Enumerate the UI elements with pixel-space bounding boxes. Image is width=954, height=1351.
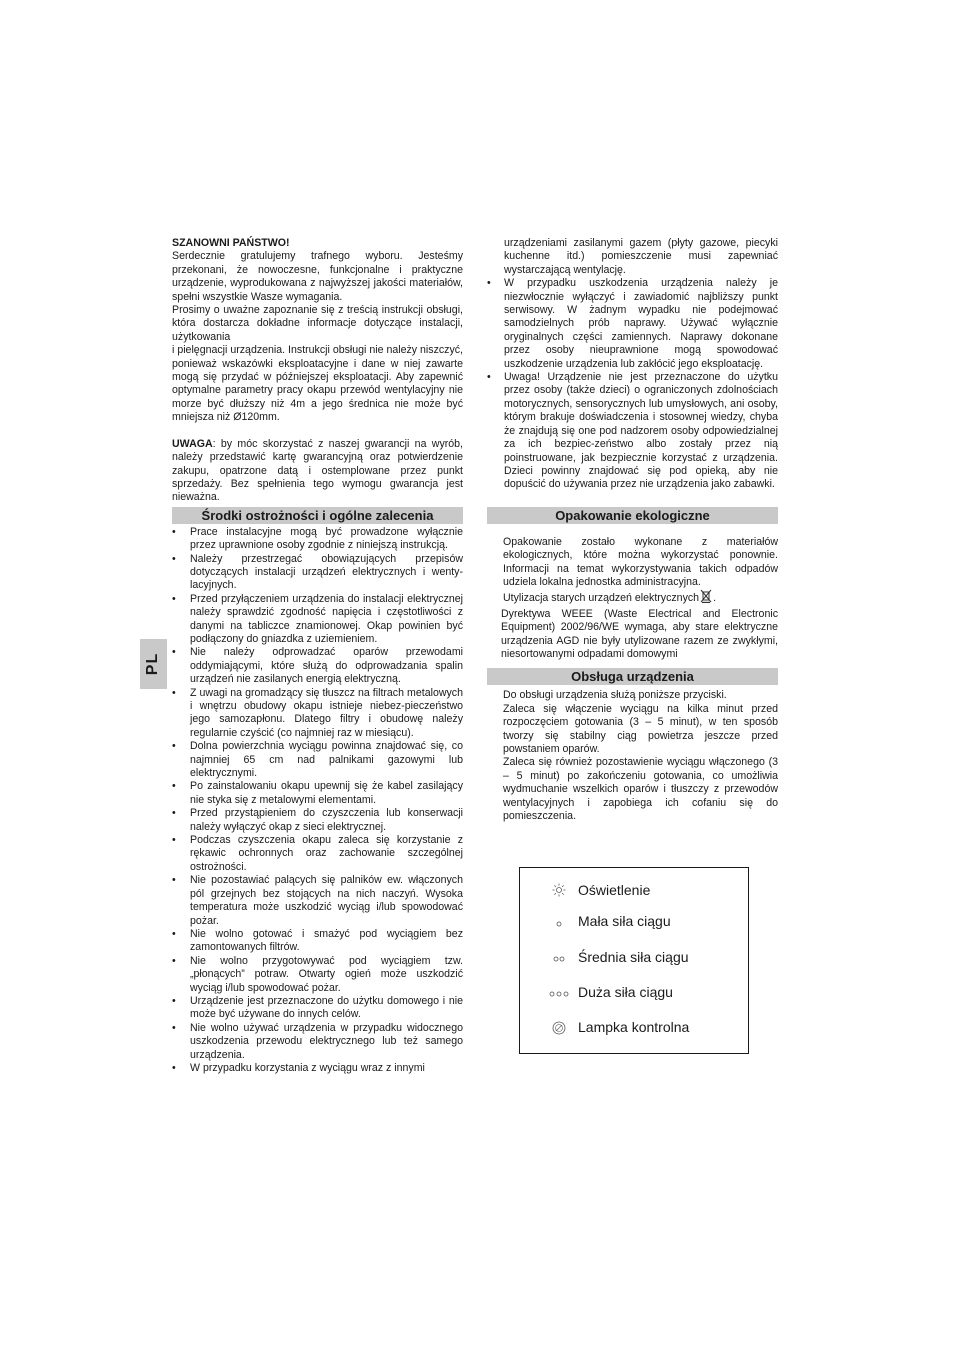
- legend-label: Duża siła ciągu: [578, 984, 673, 1000]
- language-tab: [140, 639, 167, 689]
- speed-2-icon: [546, 950, 572, 964]
- usage-paragraph-2: Zaleca się włączenie wyciągu na kilka minut przed rozpoczęciem gotowania (3 – 5 minut), w ten sposób tworzy się stabilny ciąg powietrza jeszcze przed powstaniem oparów.: [503, 702, 778, 755]
- list-item: • Po zainstalowaniu okapu upewnij się że kabel zasilający nie styka się z metalowymi elementami.: [172, 780, 463, 807]
- intro-paragraph-2: Prosimy o uważne zapoznanie się z treścią instrukcji obsługi, która dostarcza dokładne informacje dotyczące instalacji, użytkowania: [172, 304, 463, 343]
- usage-paragraph-3: Zaleca się również pozostawienie wyciągu włączonego (3 – 5 minut) po zakończeniu gotowania, co umożliwia wydmuchanie wszelkich oparów i tłuszczy z przewodów wentylacyjnych i zapobiega ich cofaniu się do pomieszczenia.: [503, 756, 778, 823]
- intro-paragraph-3: i pielęgnacji urządzenia. Instrukcji obsługi nie należy niszczyć, ponieważ wskazówki eksploatacyjne i dane w niej zawarte mogą się przydać w późniejszej eksploatacji. Aby zapewnić optymalne parametry pracy okapu przewód wentylacyjny nie morze być dłuższy niż 4m a jego średnica nie może być mniejsza niż Ø120mm.: [172, 344, 463, 424]
- intro-paragraph-1: Serdecznie gratulujemy trafnego wyboru. Jesteśmy przekonani, że nowoczesne, funkcjonalne i praktyczne urządzenie, wyprodukowana z najwyższej jakości materiałów, spełni wszystkie Wasze wymagania.: [172, 250, 463, 303]
- safety-list-continued: [487, 277, 778, 492]
- list-item: • Nie pozostawiać palących się palników ew. włączonych pól grzejnych bez stojących na nich naczyń. Wysoka temperatura może uszkodzić wyciąg i/lub spowodować pożar.: [172, 874, 463, 928]
- list-item: • Prace instalacyjne mogą być prowadzone wyłącznie przez uprawnione osoby zgodnie z niniejszą instrukcją.: [172, 526, 463, 553]
- safety-list: [172, 526, 463, 1076]
- speed-3-icon: [546, 985, 572, 999]
- legend-label: Oświetlenie: [578, 882, 651, 898]
- indicator-lamp-icon: [546, 1020, 572, 1034]
- warning-label: UWAGA: [172, 437, 213, 450]
- list-item: • Z uwagi na gromadzący się tłuszcz na filtrach metalowych i wnętrzu obudowy okapu istnieje niebez-pieczeństwo jego samozapłonu. Dlatego filtry i obudowę należy regularnie czyścić (co najmniej raz w miesiącu).: [172, 687, 463, 741]
- list-item: • Dolna powierzchnia wyciągu powinna znajdować się, co najmniej 65 cm nad palnikami gazowymi lub elektrycznymi.: [172, 740, 463, 780]
- eco-disposal-text: Utylizacja starych urządzeń elektrycznych: [503, 592, 700, 605]
- legend-item-light: [520, 880, 748, 900]
- legend-label: Średnia siła ciągu: [578, 949, 689, 965]
- eco-heading: Opakowanie ekologiczne: [487, 507, 778, 524]
- list-item: • Przed przystąpieniem do czyszczenia lub konserwacji należy wyłączyć okap z sieci elektrycznej.: [172, 807, 463, 834]
- list-item: • Nie wolno przygotowywać pod wyciągiem tzw. „płonących” potraw. Otwarty ogień może uszkodzić wyciąg i/lub spowodować pożar.: [172, 955, 463, 995]
- eco-paragraph-3: Dyrektywa WEEE (Waste Electrical and Electronic Equipment) 2002/96/WE wymaga, aby stare elektryczne urządzenia AGD nie były utylizowane razem ze zwykłymi, niesortowanymi odpadami domowymi: [501, 607, 778, 660]
- warning-text: : by móc skorzystać z naszej gwarancji na wyrób, należy przedstawić kartę gwarancyjną oraz potwierdzenie zakupu, opatrzone datą i ostemplowane przez punkt sprzedaży. Bez spełnienia tego wymogu gwarancja jest nieważna.: [172, 437, 463, 504]
- list-item: • Nie należy odprowadzać oparów przewodami oddymiającymi, które służą do odprowadzania spalin urządzeń nie zasilanych energią elektryczną.: [172, 646, 463, 686]
- usage-paragraph-1: Do obsługi urządzenia służą poniższe przyciski.: [503, 689, 727, 702]
- list-item: • Należy przestrzegać obowiązujących przepisów dotyczących instalacji urządzeń elektrycznych i wenty-lacyjnych.: [172, 553, 463, 593]
- right-column: [487, 237, 778, 823]
- weee-bin-icon: [699, 589, 713, 607]
- eco-paragraph-2: [487, 589, 778, 607]
- list-item: • Podczas czyszczenia okapu zaleca się korzystanie z rękawic ochronnych oraz zachowanie szczególnej ostrożności.: [172, 834, 463, 874]
- list-item: • Urządzenie jest przeznaczone do użytku domowego i nie może być używane do innych celów.: [172, 995, 463, 1022]
- eco-paragraph-1: Opakowanie zostało wykonane z materiałów ekologicznych, które można wykorzystać ponownie. Informacji na temat wykorzystywania takich odpadów udziela lokalna jednostka administracyjna.: [503, 535, 778, 588]
- language-tab-label: PL: [144, 652, 162, 676]
- legend-item-indicator: [520, 1017, 748, 1037]
- safety-heading: Środki ostrożności i ogólne zalecenia: [172, 507, 463, 524]
- list-item: • W przypadku uszkodzenia urządzenia należy je niezwłocznie wyłączyć i zawiadomić najbliższy punkt serwisowy. W żadnym wypadku nie podejmować samodzielnych prób naprawy. Używać wyłącznie oryginalnych części zamiennych. Naprawy dokonane przez osoby nieuprawnione mogą spowodować uszkodzenie urządzenia lub zakłócić jego eksploatację.: [487, 277, 778, 371]
- left-column: [172, 237, 463, 1075]
- safety-continuation: urządzeniami zasilanymi gazem (płyty gazowe, piecyki kuchenne itd.) pomieszczenie musi zapewniać wystarczającą wentylację.: [504, 237, 778, 276]
- greeting: SZANOWNI PAŃSTWO!: [172, 237, 290, 249]
- legend-label: Mała siła ciągu: [578, 913, 671, 929]
- eco-disposal-period: .: [713, 592, 717, 605]
- list-item: • Nie wolno gotować i smażyć pod wyciągiem bez zamontowanych filtrów.: [172, 928, 463, 955]
- list-item: • Uwaga! Urządzenie nie jest przeznaczone do użytku przez osoby (także dzieci) o ograniczonych zdolnościach motorycznych, sensorycznych lub umysłowych, ani osoby, którym brakuje doświadczenia i stosownej wiedzy, chyba że znajdują się one pod nadzorem osoby odpowiedzialnej za ich bezpiec-zeństwo albo zostały przez nią poinstruowane, jak bezpiecznie korzystać z urządzenia. Dzieci powinny znajdować się pod opieką, aby nie dopuścić do używania przez nie urządzenia jako zabawki.: [487, 371, 778, 492]
- warranty-note: [172, 438, 463, 505]
- legend-item-speed-2: [520, 947, 748, 967]
- legend-label: Lampka kontrolna: [578, 1019, 690, 1035]
- legend-item-speed-3: [520, 982, 748, 1002]
- list-item: • W przypadku korzystania z wyciągu wraz z innymi: [172, 1062, 463, 1075]
- list-item: • Przed przyłączeniem urządzenia do instalacji elektrycznej należy sprawdzić zgodność napięcia i częstotliwości z danymi na tabliczce znamionowej. Okap powinien być podłączony do gniazdka z uziemieniem.: [172, 593, 463, 647]
- legend-item-speed-1: [520, 911, 748, 931]
- list-item: • Nie wolno używać urządzenia w przypadku widocznego uszkodzenia przewodu elektrycznego lub też samego urządzenia.: [172, 1022, 463, 1062]
- light-icon: [546, 883, 572, 897]
- usage-heading: Obsługa urządzenia: [487, 668, 778, 685]
- speed-1-icon: [546, 914, 572, 928]
- controls-legend: [519, 867, 749, 1054]
